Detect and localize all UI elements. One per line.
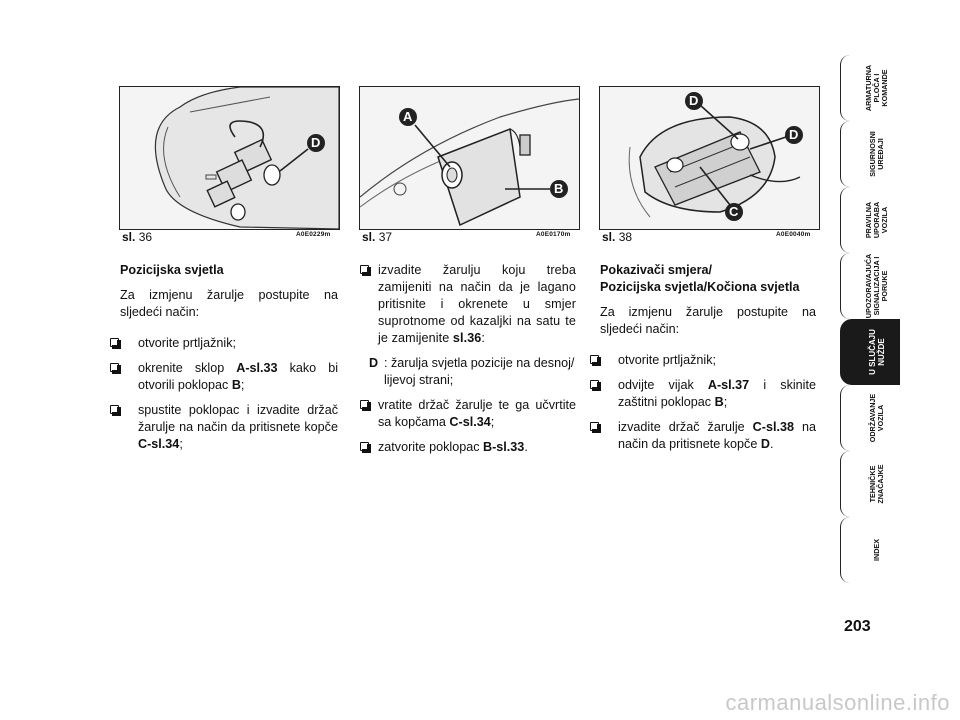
step-refit-holder: vratite držač žarulje te ga učvrtite sa kopčama C-sl.34;: [360, 397, 576, 431]
figure-36-number: 36: [138, 230, 153, 244]
checkbox-icon: [110, 338, 119, 347]
intro-text: Za izmjenu žarulje postupite na sljedeći način:: [120, 288, 338, 319]
checkbox-icon: [110, 405, 119, 414]
checkbox-icon: [360, 442, 369, 451]
page-number: 203: [844, 618, 871, 635]
figure-38: [599, 86, 820, 230]
watermark: carmanualsonline.info: [725, 690, 950, 715]
figure-37-label: [362, 230, 392, 244]
checkbox-icon: [110, 363, 119, 372]
figure-36-code: A0E0229m: [296, 231, 331, 238]
step-open-trunk: otvorite prtljažnik;: [106, 335, 338, 352]
tab-correct-use[interactable]: PRAVILNA UPORABA VOZILA: [840, 187, 900, 253]
checkbox-icon: [590, 380, 599, 389]
callout-b: B: [554, 181, 564, 196]
checkbox-icon: [360, 400, 369, 409]
column-3: [600, 262, 816, 453]
figure-36-label: [122, 230, 152, 244]
callout-d: D: [311, 135, 321, 150]
checkbox-icon: [360, 265, 369, 274]
step-lower-cover: spustite poklopac i izvadite držač žarulje na način da pritisnete kopče C-sl.34;: [106, 402, 338, 453]
figure-36-illustration: [120, 87, 339, 229]
figure-36: [119, 86, 340, 230]
callout-d-right: D: [789, 127, 799, 142]
legend-d: [360, 355, 576, 389]
figure-36-prefix: sl.: [122, 230, 136, 244]
checkbox-icon: [590, 422, 599, 431]
step-open-trunk: otvorite prtljažnik;: [586, 352, 816, 369]
figure-37-illustration: [360, 87, 579, 229]
legend-d-key: D: [369, 356, 379, 370]
step-remove-holder: izvadite držač žarulje C-sl.38 na način da pritisnete kopče D.: [586, 419, 816, 453]
figure-37-number: 37: [378, 230, 393, 244]
figure-38-number: 38: [618, 230, 633, 244]
tab-emergency[interactable]: U SLUČAJU NUŽDE: [840, 319, 900, 385]
step-unscrew: odvijte vijak A-sl.37 i skinite zaštitni poklopac B;: [586, 377, 816, 411]
legend-d-text: : žarulja svjetla pozicije na desnoj/ lijevoj strani;: [384, 356, 575, 387]
section-title-position-lights: Pozicijska svjetla: [120, 263, 224, 277]
callout-a: A: [403, 109, 413, 124]
step-close-cover: zatvorite poklopac B-sl.33.: [360, 439, 576, 456]
figure-37-prefix: sl.: [362, 230, 376, 244]
step-rotate-assembly: okrenite sklop A-sl.33 kako bi otvorili poklopac B;: [106, 360, 338, 394]
tab-warnings[interactable]: UPOZORAVAJUĆA SIGNALIZACIJA I PORUKE: [840, 253, 900, 319]
tab-dashboard-controls[interactable]: ARMATURNA PLOČA I KOMANDE: [840, 55, 900, 121]
figure-38-code: A0E0040m: [776, 231, 811, 238]
figure-38-prefix: sl.: [602, 230, 616, 244]
chapter-tabs: [840, 55, 960, 615]
figure-37: [359, 86, 580, 230]
intro-text: Za izmjenu žarulje postupite na sljedeći način:: [600, 305, 816, 336]
checkbox-icon: [590, 355, 599, 364]
tab-index[interactable]: INDEX: [840, 517, 900, 583]
tab-maintenance[interactable]: ODRŽAVANJE VOZILA: [840, 385, 900, 451]
figure-38-illustration: [600, 87, 819, 229]
tab-safety-devices[interactable]: SIGURNOSNI UREĐAJI: [840, 121, 900, 187]
callout-c: C: [729, 204, 739, 219]
column-1: [120, 262, 338, 453]
callout-d-top: D: [689, 93, 699, 108]
step-remove-bulb: izvadite žarulju koju treba zamijeniti na način da je lagano pritisnite i okrenete u smjer suprotnome od kazaljki na satu te je zamijenite sl.36:: [360, 262, 576, 347]
column-2: [360, 262, 576, 456]
tab-technical-specs[interactable]: TEHNIČKE ZNAČAJKE: [840, 451, 900, 517]
figure-37-code: A0E0170m: [536, 231, 571, 238]
figure-38-label: [602, 230, 632, 244]
section-title-indicators: Pokazivači smjera/ Pozicijska svjetla/Kočiona svjetla: [600, 263, 800, 294]
